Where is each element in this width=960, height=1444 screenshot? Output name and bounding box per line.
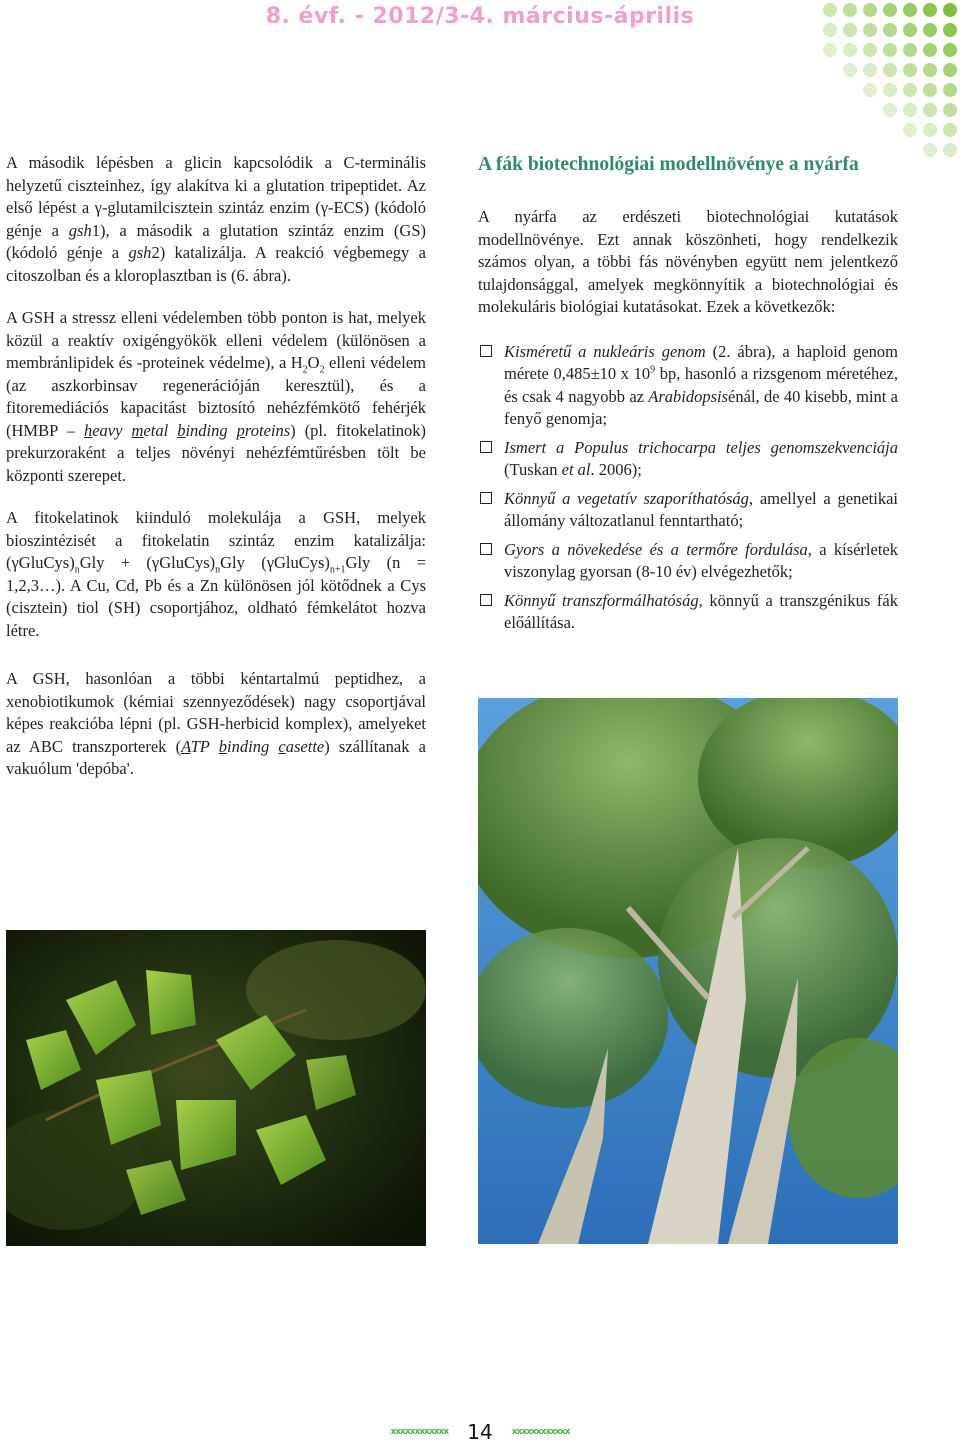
decorative-dot <box>943 3 957 17</box>
list-item: Gyors a növekedése és a termőre fordulása, a kísérletek viszonylag gyorsan (8-10 év) elvégezhetők; <box>478 539 898 584</box>
poplar-properties-list <box>478 341 898 635</box>
decorative-dot <box>823 43 837 57</box>
decorative-dot <box>943 43 957 57</box>
decorative-dot <box>923 103 937 117</box>
list-item: Könnyű transzformálhatóság, könnyű a transzgénikus fák előállítása. <box>478 590 898 635</box>
decorative-dot <box>943 23 957 37</box>
decorative-dot <box>863 83 877 97</box>
decorative-dot <box>903 103 917 117</box>
section-heading: A fák biotechnológiai modellnövénye a nyárfa <box>478 154 859 175</box>
decorative-dot <box>923 83 937 97</box>
decorative-dot <box>923 123 937 137</box>
decorative-dot <box>903 23 917 37</box>
decorative-dot <box>843 63 857 77</box>
right-column <box>478 206 898 641</box>
decorative-dot <box>943 103 957 117</box>
decorative-dot-pattern <box>820 0 960 160</box>
decorative-dot <box>883 23 897 37</box>
decorative-dot <box>883 43 897 57</box>
left-column <box>6 152 426 801</box>
decorative-dot <box>943 63 957 77</box>
paragraph-gsh-stress: A GSH a stressz elleni védelemben több ponton is hat, melyek közül a reaktív oxigéngyökök elleni védelem (különösen a membránlipidek és -proteinek védelme), a $H_2O_2$ elleni védelem (az aszkorbinsav regenerációján keresztül), és a fitoremediációs kapacitást biztosító nehézfémkötő fehérjék (HMBP – heavy metal binding proteins) (pl. fitokelatinok) prekurzoraként a teljes növényi nehézfémtűrésben tölt be központi szerepet. <box>6 308 427 485</box>
decorative-dot <box>903 83 917 97</box>
poplar-leaves-photo <box>6 930 426 1246</box>
running-header: 8. évf. - 2012/3-4. március-április <box>265 4 695 29</box>
decorative-dot <box>883 83 897 97</box>
checkbox-bullet-icon <box>480 543 492 555</box>
decorative-dot <box>903 63 917 77</box>
decorative-dot <box>923 23 937 37</box>
decorative-dot <box>843 3 857 17</box>
decorative-dot <box>883 103 897 117</box>
paragraph-poplar-intro: A nyárfa az erdészeti biotechnológiai kutatások modellnövénye. Ezt annak köszönheti, hogy rendelkezik számos olyan, a többi fás növényben együtt nem jelentkező tulajdonsággal, amelyek megkönnyítik a biotechnológiai és molekuláris biológiai kutatásokat. Ezek a következők: <box>478 207 898 316</box>
checkbox-bullet-icon <box>480 594 492 606</box>
page-number: 14 <box>467 1420 493 1444</box>
paragraph-glutathione-synthesis: A második lépésben a glicin kapcsolódik a C-terminális helyzetű ciszteinhez, így alakítva ki a glutation tripeptidet. Az első lépést a γ-glutamilcisztein szintáz enzim (γ-ECS) (kódoló génje a gsh1), a második a glutation szintáz enzim (GS) (kódoló génje a gsh2) katalizálja. A reakció végbemegy a citoszolban és a kloroplasztban is (6. ábra). <box>6 153 426 285</box>
list-item: Ismert a Populus trichocarpa teljes genomszekvenciája (Tuskan et al. 2006); <box>478 437 898 482</box>
decorative-dot <box>843 23 857 37</box>
decorative-dot <box>923 43 937 57</box>
decorative-dot <box>883 63 897 77</box>
decorative-dot <box>843 43 857 57</box>
checkbox-bullet-icon <box>480 345 492 357</box>
paragraph-xenobiotics: A GSH, hasonlóan a többi kéntartalmú peptidhez, a xenobiotikumok (kémiai szennyeződések) nagy csoportjával képes reakcióba lépni (pl. GSH-herbicid komplex), amelyeket az ABC transzporterek (ATP binding casette) szállítanak a vakuólum 'depóba'. <box>6 669 427 778</box>
poplar-tree-photo <box>478 698 898 1244</box>
list-item: Kisméretű a nukleáris genom (2. ábra), a haploid genom mérete 0,485±10 x $10^9$ bp, hasonló a rizsgenom méretéhez, és csak 4 nagyobb az Arabidopsisénál, de 40 kisebb, mint a fenyő genomja; <box>478 341 898 431</box>
decorative-dot <box>903 43 917 57</box>
decorative-dot <box>863 3 877 17</box>
paragraph-phytochelatins: A fitokelatinok kiinduló molekulája a GSH, melyek bioszintézisét a fitokelatin szintáz enzim katalizálja: $(\gamma GluCys)_nGly$ + $(\gamma GluCys)_nGly$ $(\gamma GluCys)_{n+1}Gly$ (n = 1,2,3…). A Cu, Cd, Pb és a Zn különösen jól kötődnek a Cys (cisztein) tiol (SH) csoportjához, oldható fémkelátot hozva létre. <box>6 508 426 640</box>
decorative-dot <box>923 3 937 17</box>
footer-ornament-right: xxxxxxxxxxxx <box>511 1427 570 1437</box>
decorative-dot <box>863 63 877 77</box>
decorative-dot <box>943 83 957 97</box>
decorative-dot <box>903 3 917 17</box>
decorative-dot <box>943 143 957 157</box>
footer-ornament-left: xxxxxxxxxxxx <box>390 1427 449 1437</box>
checkbox-bullet-icon <box>480 492 492 504</box>
decorative-dot <box>863 43 877 57</box>
decorative-dot <box>903 123 917 137</box>
page-footer <box>0 1420 960 1444</box>
decorative-dot <box>863 23 877 37</box>
list-item: Könnyű a vegetatív szaporíthatóság, amellyel a genetikai állomány változatlanul fenntartható; <box>478 488 898 533</box>
decorative-dot <box>923 63 937 77</box>
decorative-dot <box>883 3 897 17</box>
decorative-dot <box>823 23 837 37</box>
decorative-dot <box>823 3 837 17</box>
checkbox-bullet-icon <box>480 441 492 453</box>
decorative-dot <box>943 123 957 137</box>
